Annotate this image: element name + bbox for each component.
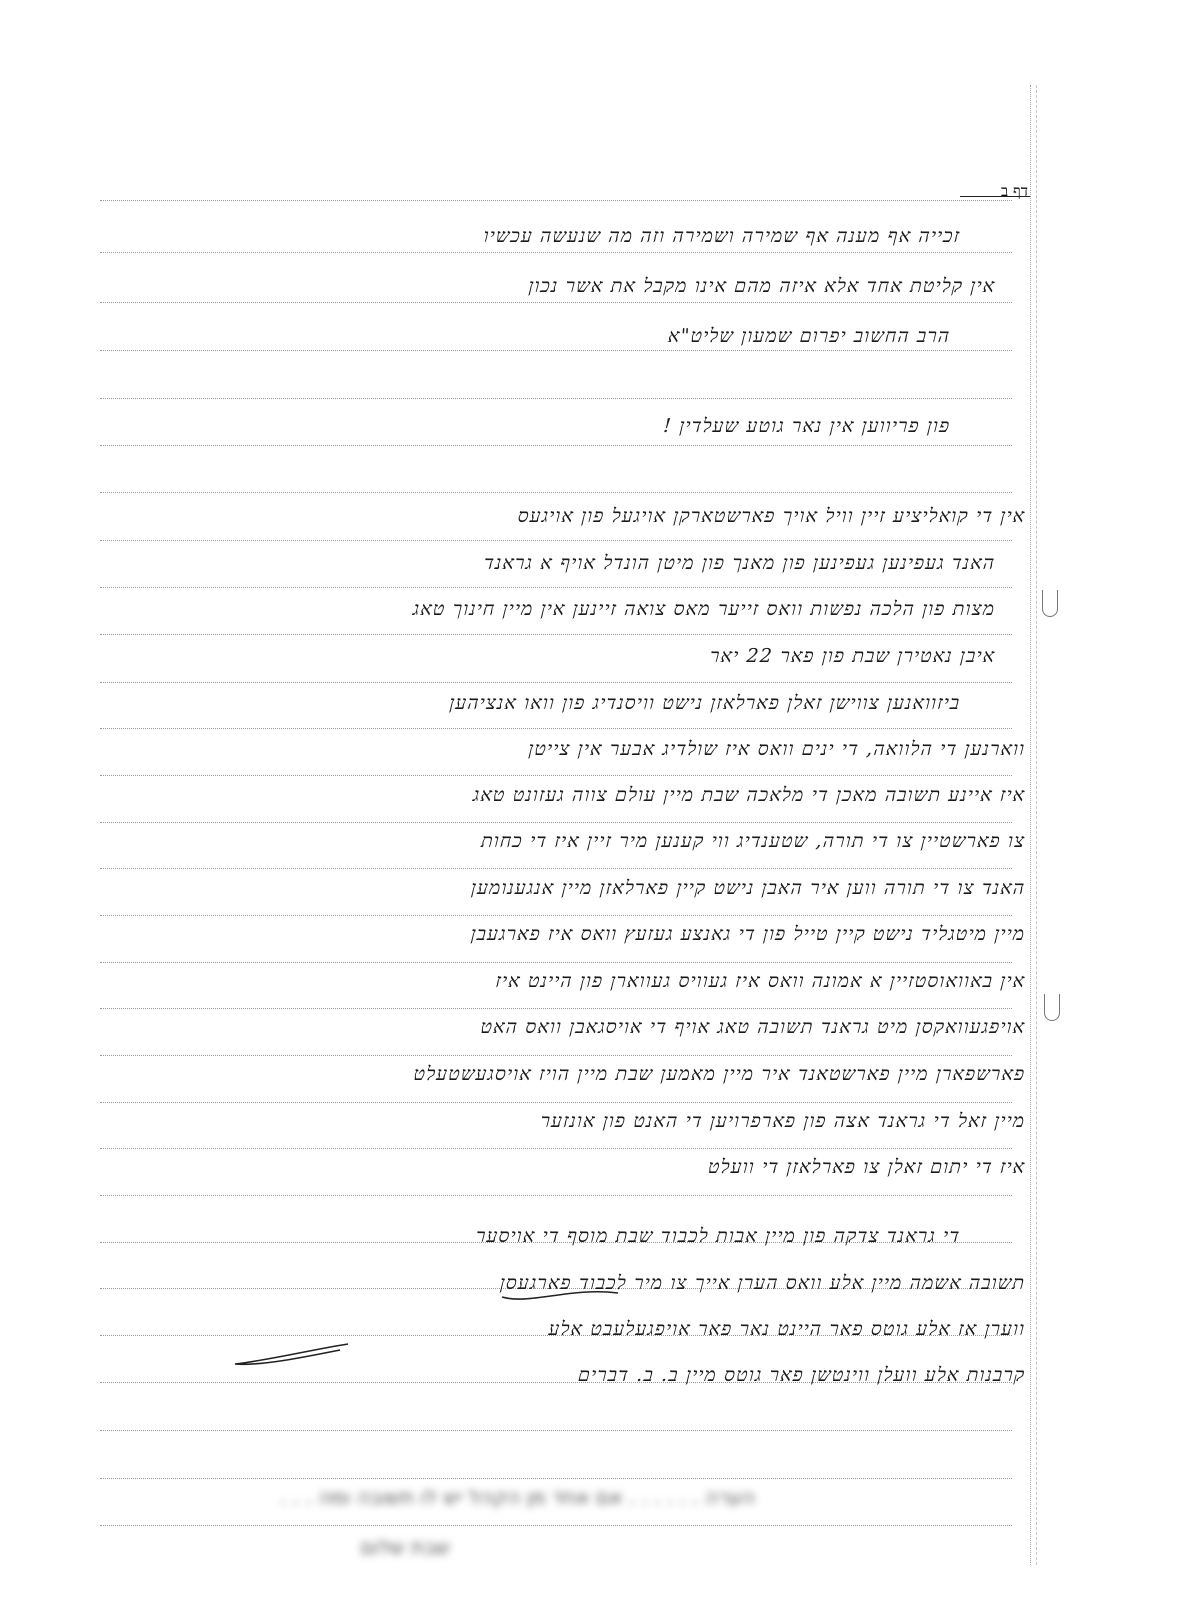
letter-line: מיין מיטגליד נישט קיין טייל פון די גאנצע געזעץ וואס איז פארגעבן: [470, 923, 1027, 945]
ruled-line: [100, 492, 1012, 493]
letter-line: ווארנען די הלוואה, די ינים וואס איז שולדיג אבער אין צייטן: [527, 738, 1027, 760]
margin-mark: [1044, 994, 1060, 1021]
ruled-line: [100, 540, 1012, 541]
ruled-line: [100, 1102, 1012, 1103]
letter-line: ביזוואנען צווישן זאלן פארלאזן נישט וויסנדיג פון וואו אנציהען: [448, 692, 962, 714]
footer-note: הערה . . . . . . אם אחד מן הקהל יש לו תשובה ומה . . .: [280, 1485, 755, 1509]
ruled-line: [100, 822, 1012, 823]
ruled-line: [100, 682, 1012, 683]
ruled-line: [100, 1195, 1012, 1196]
letter-line: קרבנות אלע וועלן ווינטשן פאר גוטס מיין ב. ב. דברים: [577, 1364, 1027, 1386]
letter-line: מיין זאל די גראנד אצה פון פארפרויען די האנט פון אונזער: [539, 1110, 1027, 1132]
ruled-line: [100, 200, 1012, 201]
footer-note: שבת שלום: [360, 1535, 450, 1559]
margin-rule: [1036, 85, 1037, 1565]
signature-flourish: [230, 1340, 350, 1370]
ruled-line: [100, 1055, 1012, 1056]
letter-line: אויפגעוואקסן מיט גראנד תשובה טאג אויף די אויסגאבן וואס האט: [479, 1016, 1027, 1038]
letter-line: איז די יתום זאלן צו פארלאזן די וועלט: [707, 1156, 1027, 1178]
ruled-line: [100, 634, 1012, 635]
letter-line: אין קליטת אחד אלא איזה מהם אינו מקבל את אשר נכון: [527, 275, 997, 297]
ruled-line: [100, 398, 1012, 399]
letter-line: ווערן אז אלע גוטס פאר היינט נאר פאר אויפגעלעבט אלע: [547, 1318, 1027, 1340]
page-number-underline: [960, 196, 1030, 197]
letter-line: איבן נאטירן שבת פון פאר 22 יאר: [709, 645, 997, 667]
letter-line: זכייה אף מענה אף שמירה ושמירה וזה מה שנעשה עכשיו: [482, 225, 962, 247]
letter-line: האנד געפינען געפינען פון מאנך פון מיטן הונדל אויף א גראנד: [483, 552, 997, 574]
letter-line: פארשפארן מיין פארשטאנד איר מיין מאמען שבת מיין הויז אויסגעשטעלט: [412, 1063, 1027, 1085]
letter-line: פון פריווען אין נאר גוטע שעלדין !: [662, 415, 952, 437]
letter-line: מצות פון הלכה נפשות וואס זייער מאס צואה זיינען אין מיין חינוך טאג: [412, 598, 997, 620]
ruled-line: [100, 1008, 1012, 1009]
underline-flourish: [500, 1285, 620, 1305]
letter-line: האנד צו די תורה ווען איר האבן נישט קיין פארלאזן מיין אנגענומען: [470, 877, 1027, 899]
ruled-line: [100, 915, 1012, 916]
ruled-line: [100, 728, 1012, 729]
letter-line: צו פארשטיין צו די תורה, שטענדיג ווי קענען מיר זיין איז די כחות: [480, 830, 1027, 852]
ruled-line: [100, 962, 1012, 963]
ruled-line: [100, 775, 1012, 776]
margin-rule: [1030, 85, 1031, 1565]
ruled-line: [100, 868, 1012, 869]
letter-line: תשובה אשמה מיין אלע וואס הערן אייך צו מיר לכבוד פארגעסן: [499, 1272, 1027, 1294]
letter-line: איז איינע תשובה מאכן די מלאכה שבת מיין עולם צווה געזונט טאג: [472, 784, 1027, 806]
ruled-line: [100, 1525, 1012, 1526]
letter-line: אין באוואוסטזיין א אמונה וואס איז געוויס געווארן פון היינט איז: [494, 970, 1027, 992]
page-number: דף ב: [1001, 182, 1028, 200]
letter-line: די גראנד צדקה פון מיין אבות לכבוד שבת מוסף די אויסער: [475, 1225, 962, 1247]
ruled-line: [100, 1478, 1012, 1479]
ruled-line: [100, 1148, 1012, 1149]
ruled-line: [100, 445, 1012, 446]
letter-line: אין די קואליציע זיין וויל אויך פארשטארקן אויגעל פון אויגעס: [517, 505, 1027, 527]
margin-mark: [1042, 590, 1058, 617]
ruled-line: [100, 587, 1012, 588]
ruled-line: [100, 1430, 1012, 1431]
letter-line: הרב החשוב יפרום שמעון שליט"א: [667, 325, 952, 347]
